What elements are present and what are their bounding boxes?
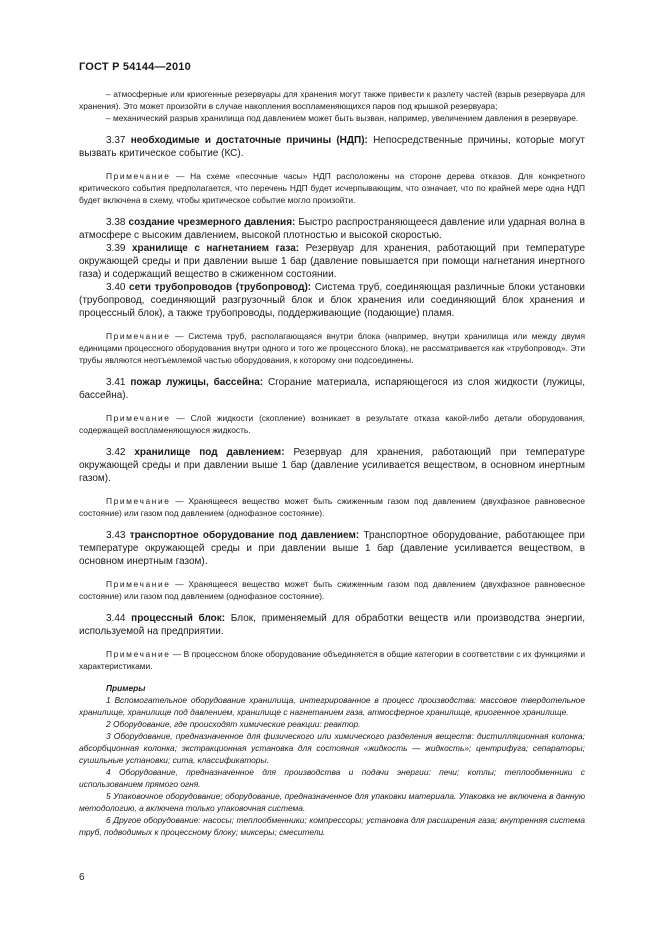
note-text: — Система труб, располагающаяся внутри блока (например, внутри хранилища или между двумя единицами процессного оборудования внутри одного и того же процессного блока), не рассматривается как «трубопровод». Эти трубы являются неотъемлемой частью оборудования, к которому они подсоединены.	[79, 331, 586, 365]
definition-text: Система труб, соединяющая различные блоки установки (трубопровод, соединяющий разгрузочный блок и блок хранения или соединяющий блок хранения и процессный блок), а также трубопроводы, поддерживающие (подающие) пламя.	[79, 282, 585, 319]
note-3-44	[79, 648, 585, 672]
definition-number: 3.42	[106, 447, 126, 458]
definition-3-43	[79, 529, 585, 568]
note-3-37	[79, 170, 585, 206]
note-label: Примечание	[106, 331, 171, 341]
page-number: 6	[79, 872, 85, 883]
note-3-41	[79, 412, 585, 436]
definition-3-39	[79, 242, 585, 281]
definition-term: транспортное оборудование под давлением:	[129, 530, 360, 541]
list-item: – атмосферные или криогенные резервуары для хранения могут также привести к разлету частей (взрыв резервуара для хранения). Это может произойти в случае накопления воспламеняющихся паров под крышкой резервуара;	[79, 89, 585, 111]
note-label: Примечание	[106, 171, 171, 181]
definition-3-42	[79, 446, 585, 485]
note-label: Примечание	[106, 649, 171, 659]
example-item: 1 Вспомогательное оборудование хранилища, интегрированное в процесс производства: массовое твердотельное хранилище, хранилище под давлением, хранилище с нагнетанием газа, атмосферное хранилище, криогенное хранилище.	[79, 695, 585, 717]
page-content	[79, 88, 585, 838]
definition-text: Резервуар для хранения, работающий при температуре окружающей среды и при давлении выше 1 бар (давление повышается при помощи нагнетания инертного газа) и содержащий вещество в сжиженном состоянии.	[79, 243, 586, 280]
definition-number: 3.39	[106, 243, 126, 254]
definition-3-40	[79, 281, 585, 320]
note-text: — На схеме «песочные часы» НДП расположены на стороне дерева отказов. Для конкретного критического события предполагается, что перечень НДП будет исчерпывающим, что означает, что по крайней мере одна НДП будет включена в схему, чтобы критическое событие могло произойти.	[79, 171, 585, 205]
note-text: — Слой жидкости (скопление) возникает в результате отказа какой-либо детали оборудования, содержащей воспламеняющуюся жидкость.	[79, 413, 585, 435]
example-item: 3 Оборудование, предназначенное для физического или химического разделения веществ: дистилляционная колонка; абсорбционная колонка; экстракционная установка для состояния «жидкость — жидкость»; центрифуга; сепараторы; сушильные установки; сита, классификаторы.	[79, 731, 585, 765]
note-3-42	[79, 495, 585, 519]
definition-3-41	[79, 376, 585, 402]
definition-term: хранилище под давлением:	[134, 447, 285, 458]
example-item: 6 Другое оборудование: насосы; теплообменники; компрессоры; установка для расширения газа; внутренняя система труб, подводимых к процессному блоку; миксеры; смесители.	[79, 815, 585, 837]
definition-text: Блок, применяемый для обработки веществ или производства энергии, используемой на предприятии.	[79, 613, 586, 637]
definition-term: пожар лужицы, бассейна:	[130, 377, 264, 388]
note-label: Примечание	[106, 496, 171, 506]
note-3-43	[79, 578, 585, 602]
definition-text: Транспортное оборудование, работающее при температуре окружающей среды и при давлении выше 1 бар (давление усиливается веществом, в основном инертным газом).	[79, 530, 586, 567]
note-label: Примечание	[106, 579, 171, 589]
definition-text: Сгорание материала, испаряющегося из слоя жидкости (лужицы, бассейна).	[79, 377, 585, 401]
definition-term: создание чрезмерного давления:	[128, 217, 296, 228]
note-3-40	[79, 330, 585, 366]
definition-number: 3.37	[106, 135, 126, 146]
document-code-header: ГОСТ Р 54144—2010	[79, 61, 191, 73]
definition-number: 3.44	[106, 613, 126, 624]
example-item: 4 Оборудование, предназначенное для производства и подачи энергии: печи; котлы; теплообменники с использованием прямого огня.	[79, 767, 585, 789]
note-text: — Хранящееся вещество может быть сжиженным газом под давлением (двухфазное равновесное состояние) или газом под давлением (однофазное состояние).	[79, 579, 586, 601]
definition-number: 3.40	[106, 282, 126, 293]
definition-text: Непосредственные причины, которые могут вызвать критическое событие (КС).	[79, 135, 586, 159]
example-item: 5 Упаковочное оборудование; оборудование, предназначенное для упаковки материала. Упаковка не включена в данную методологию, а включена только упаковочная система.	[79, 791, 585, 813]
definition-term: процессный блок:	[131, 613, 226, 624]
list-item: – механический разрыв хранилища под давлением может быть вызван, например, увеличением давления в резервуаре.	[106, 113, 579, 123]
definition-3-38	[79, 216, 585, 242]
note-text: — Хранящееся вещество может быть сжиженным газом под давлением (двухфазное равновесное состояние) или газом под давлением (однофазное состояние).	[79, 496, 586, 518]
examples-title: Примеры	[106, 683, 146, 693]
definition-3-44	[79, 612, 585, 638]
definition-term: сети трубопроводов (трубопровод):	[129, 282, 312, 293]
definition-3-37	[79, 134, 585, 160]
definition-number: 3.41	[106, 377, 126, 388]
definition-number: 3.43	[106, 530, 126, 541]
note-label: Примечание	[106, 413, 171, 423]
definition-text: Резервуар для хранения, работающий при температуре окружающей среды и при давлении выше 1 бар (давление усиливается веществом, в основном инертным газом).	[79, 447, 585, 484]
definition-number: 3.38	[106, 217, 126, 228]
definition-term: хранилище с нагнетанием газа:	[131, 243, 300, 254]
definition-text: Быстро распространяющееся давление или ударная волна в атмосфере с высоким давлением, высокой плотностью и высокой скоростью.	[79, 217, 586, 241]
definition-term: необходимые и достаточные причины (НДП):	[130, 135, 368, 146]
example-item: 2 Оборудование, где происходят химические реакции: реактор.	[106, 719, 361, 729]
note-text: — В процессном блоке оборудование объединяется в общие категории в соответствии с их функциями и характеристиками.	[79, 649, 585, 671]
